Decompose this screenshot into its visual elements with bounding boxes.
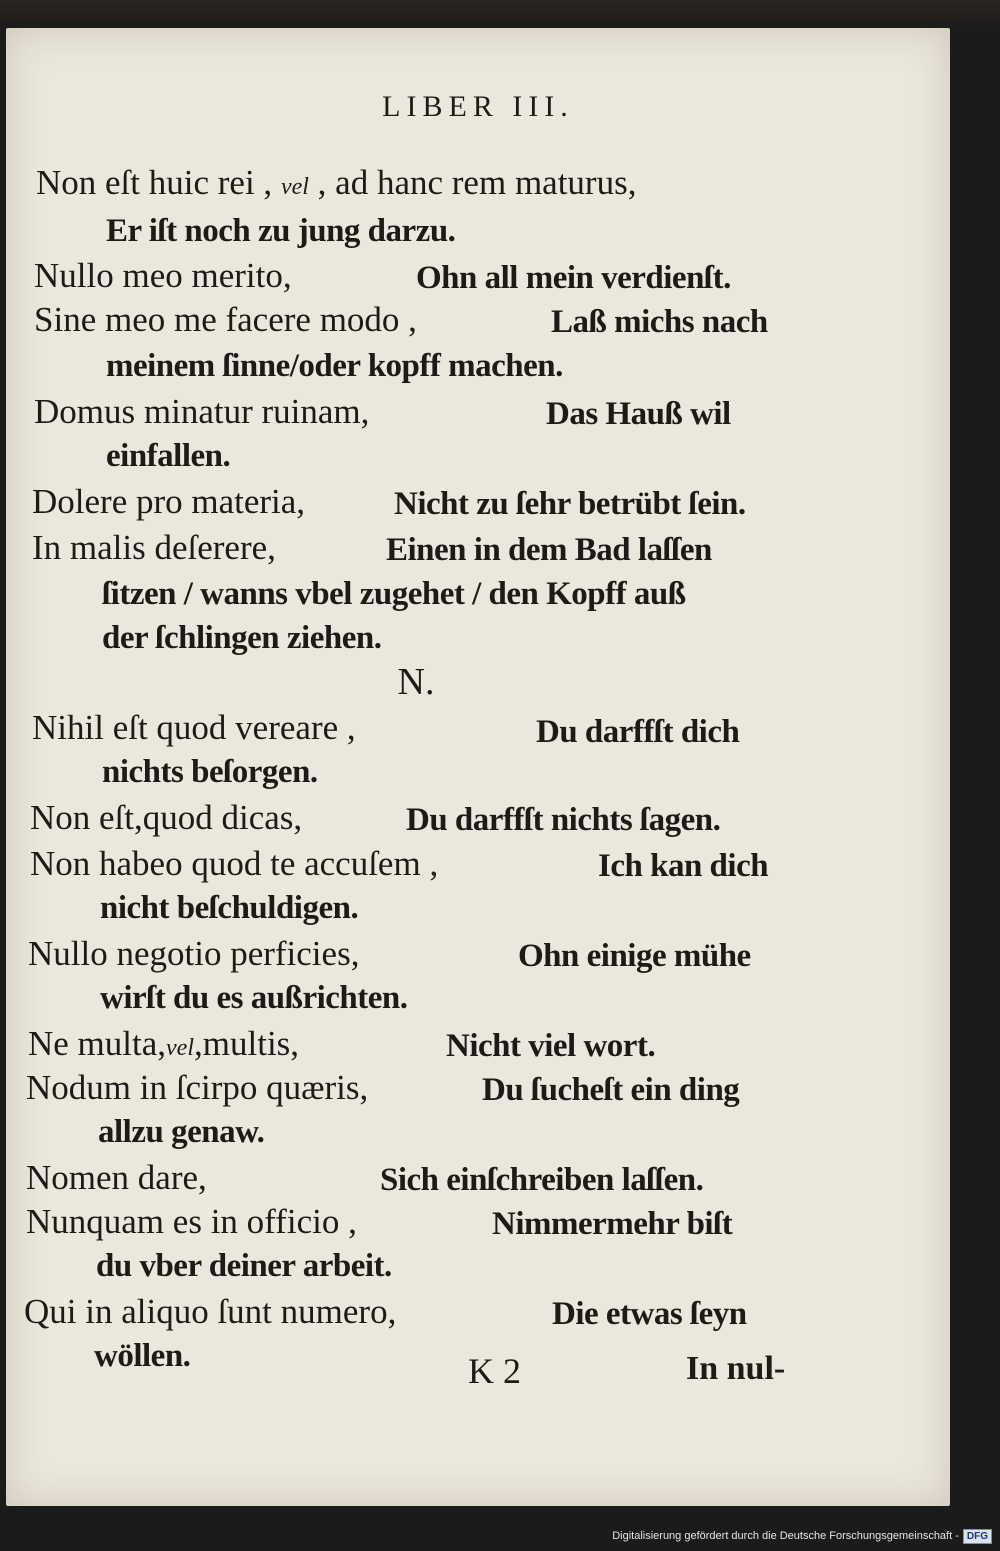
latin-text: Non eſt,quod dicas, — [30, 798, 303, 837]
latin-text: , ad hanc rem maturus, — [308, 163, 637, 202]
german-text: Laß michs nach — [551, 304, 768, 340]
german-text: Nicht zu ſehr betrübt ſein. — [394, 486, 746, 522]
latin-text: Non habeo quod te accuſem , — [30, 844, 439, 883]
german-text: Nicht viel wort. — [446, 1028, 656, 1064]
german-text: Du darffſt nichts ſagen. — [406, 802, 721, 838]
german-text: nicht beſchuldigen. — [100, 890, 359, 926]
german-text: Nimmermehr biſt — [492, 1206, 733, 1242]
signature-mark: K 2 — [468, 1351, 521, 1391]
dfg-logo-icon: DFG — [963, 1529, 992, 1544]
page-top-edge — [0, 0, 1000, 30]
german-text: Du darffſt dich — [536, 714, 740, 750]
latin-text: In malis deſerere, — [32, 528, 276, 567]
latin-text: Non eſt huic rei , — [36, 163, 281, 202]
german-text: Sich einſchreiben laſſen. — [380, 1162, 704, 1198]
latin-text: Nullo meo merito, — [34, 256, 292, 295]
latin-italic: vel — [280, 174, 309, 200]
latin-text: Qui in aliquo ſunt numero, — [24, 1292, 397, 1331]
running-header: LIBER III. — [382, 90, 574, 123]
german-text: Ich kan dich — [598, 848, 769, 884]
german-text: Du ſucheſt ein ding — [482, 1072, 740, 1108]
german-text: meinem ſinne/oder kopff machen. — [106, 348, 563, 384]
german-text: nichts beſorgen. — [102, 754, 318, 790]
latin-text: ,multis, — [194, 1024, 300, 1063]
german-text: allzu genaw. — [98, 1114, 265, 1150]
latin-text: Ne multa, — [28, 1024, 167, 1063]
german-text: einfallen. — [106, 438, 231, 474]
german-text: Ohn einige mühe — [518, 938, 751, 974]
latin-text: Dolere pro materia, — [32, 482, 306, 521]
digitization-credit — [612, 1525, 992, 1547]
catchword: In nul- — [686, 1350, 786, 1387]
german-text: Die etwas ſeyn — [552, 1296, 747, 1332]
credit-text: Digitalisierung gefördert durch die Deutsche Forschungsgemeinschaft - — [612, 1530, 959, 1542]
german-text: Das Hauß wil — [546, 396, 731, 432]
german-text: Ohn all mein verdienſt. — [416, 260, 731, 296]
german-text: ſitzen / wanns vbel zugehet / den Kopff auß — [102, 576, 686, 612]
section-letter: N. — [397, 661, 435, 703]
latin-italic: vel — [166, 1035, 195, 1061]
book-page — [6, 28, 950, 1506]
latin-text: Nodum in ſcirpo quæris, — [26, 1068, 369, 1107]
german-text: der ſchlingen ziehen. — [102, 620, 382, 656]
entry-line — [28, 1024, 299, 1064]
entry-line — [36, 163, 636, 203]
latin-text: Nomen dare, — [26, 1158, 207, 1197]
german-text: wirſt du es außrichten. — [100, 980, 408, 1016]
latin-text: Nihil eſt quod vereare , — [32, 708, 356, 747]
german-text: du vber deiner arbeit. — [96, 1248, 392, 1284]
german-text: Er iſt noch zu jung darzu. — [106, 213, 456, 249]
german-text: wöllen. — [94, 1338, 191, 1374]
latin-text: Domus minatur ruinam, — [34, 392, 370, 431]
latin-text: Nullo negotio perficies, — [28, 934, 360, 973]
latin-text: Sine meo me facere modo , — [34, 300, 417, 339]
german-text: Einen in dem Bad laſſen — [386, 532, 712, 568]
latin-text: Nunquam es in officio , — [26, 1202, 357, 1241]
